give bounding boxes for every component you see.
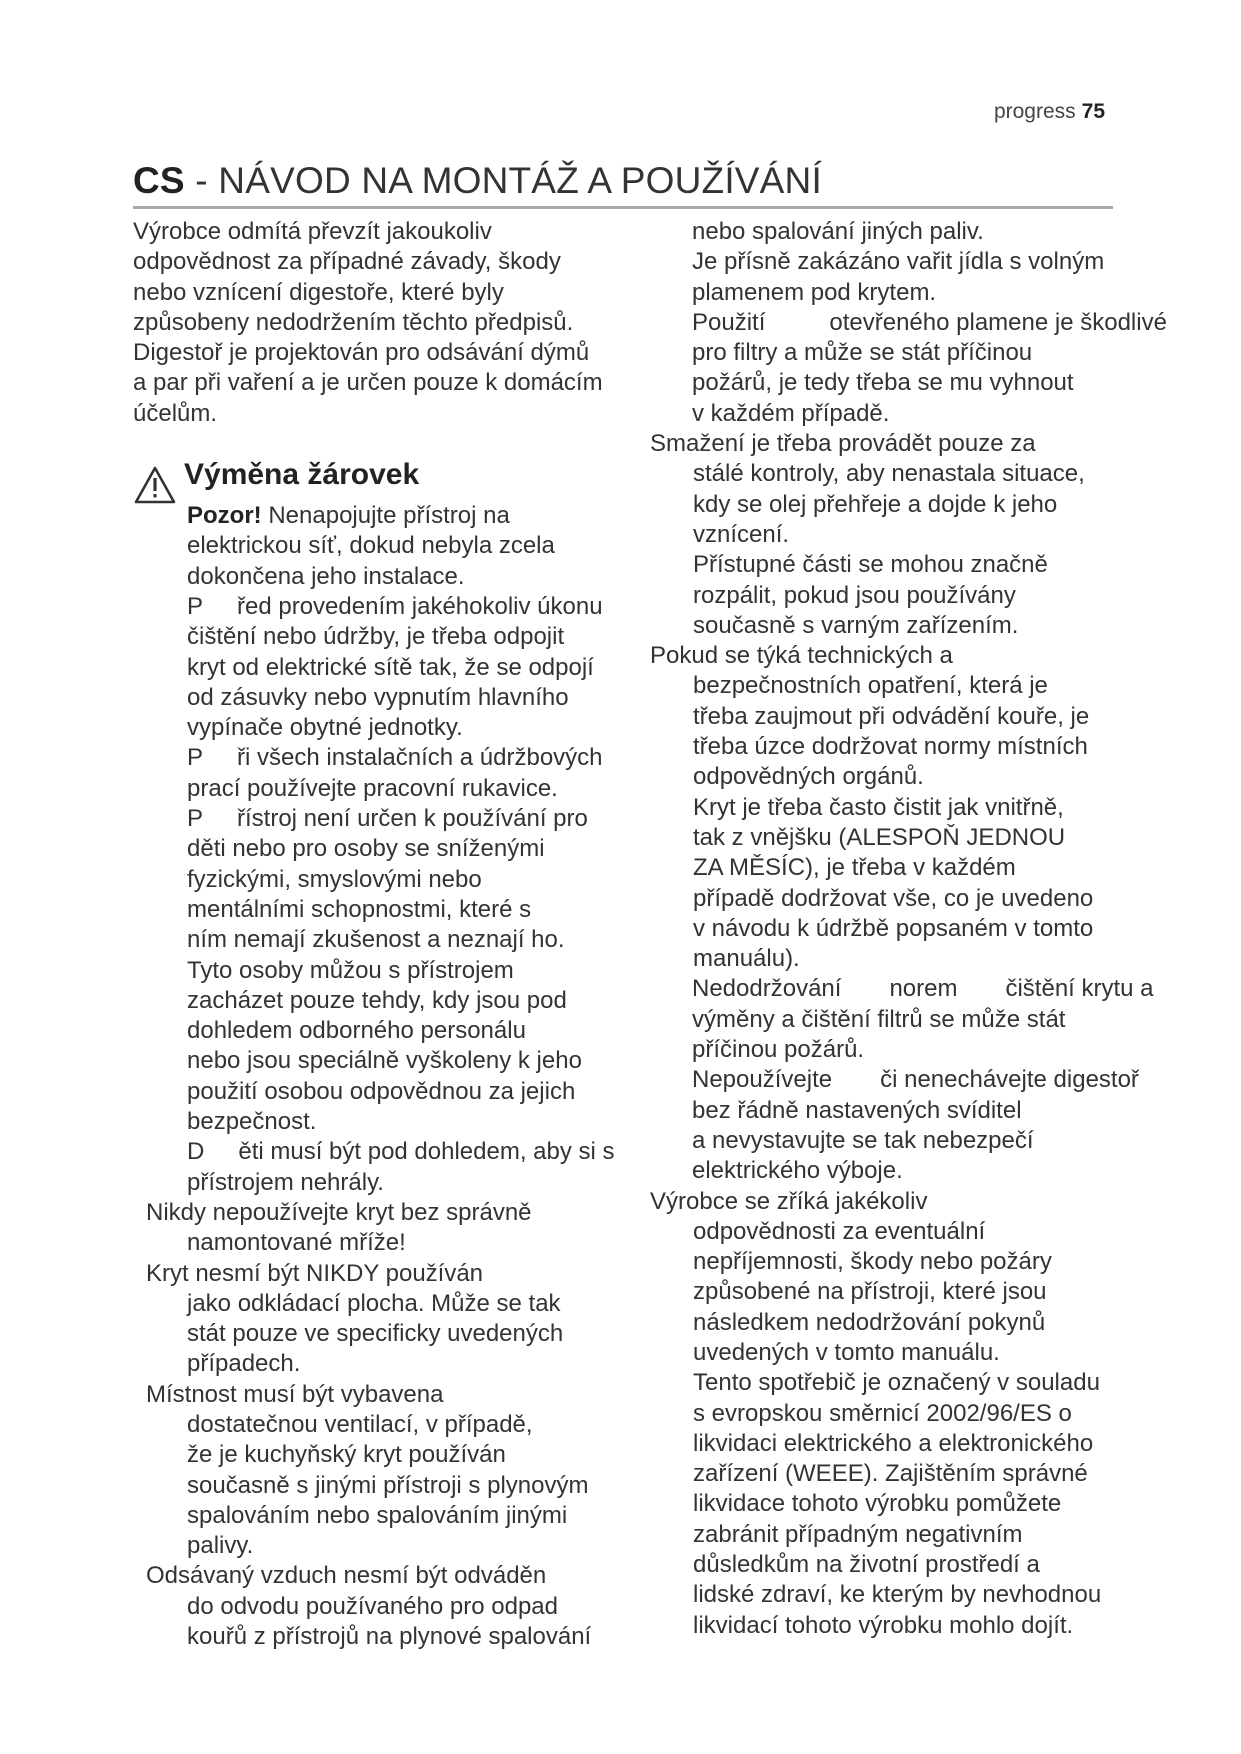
hanging-paragraph — [146, 1198, 653, 1259]
language-code: CS — [133, 160, 185, 201]
intro-line: Digestoř je projektován pro odsávání dýmů — [133, 339, 590, 367]
text-line: od zásuvky nebo vypnutím hlavního — [187, 683, 569, 711]
paragraph-first-line: Smažení je třeba provádět pouze za — [650, 430, 1036, 458]
text-line: lidské zdraví, ke kterým by nevhodnou — [693, 1581, 1102, 1609]
paragraph-flame-harmful — [650, 308, 1195, 429]
text-line: případě dodržovat vše, co je uvedeno — [693, 884, 1094, 912]
text-line: požárů, je tedy třeba se mu vyhnout — [692, 369, 1074, 397]
text-line: Tento spotřebič je označený v souladu — [693, 1369, 1100, 1397]
text-line: přístrojem nehrály. — [187, 1168, 384, 1196]
text-line: důsledkům na životní prostředí a — [693, 1551, 1040, 1579]
text-line: likvidace tohoto výrobku pomůžete — [693, 1490, 1062, 1518]
text-line: likvidací tohoto výrobku mohlo dojít. — [693, 1611, 1074, 1639]
text-line: namontované mříže! — [187, 1229, 406, 1257]
intro-line: Výrobce odmítá převzít jakoukoliv — [133, 218, 492, 245]
text-line: ZA MĚSÍC), je třeba v každém — [693, 854, 1016, 882]
text-line: použití osobou odpovědnou za jejich — [187, 1077, 576, 1105]
text-line: uvedených v tomto manuálu. — [693, 1338, 1000, 1366]
text-line: dohledem odborného personálu — [187, 1017, 526, 1045]
text-line: mentálními schopnostmi, které s — [187, 895, 532, 923]
text-line: kryt od elektrické sítě tak, že se odpojí — [187, 653, 594, 681]
text-line: zařízení (WEEE). Zajištěním správné — [693, 1460, 1088, 1488]
text-line: likvidaci elektrického a elektronického — [693, 1429, 1094, 1457]
text-line: následkem nedodržování pokynů — [693, 1308, 1046, 1336]
page-title — [133, 160, 1113, 209]
paragraph-first-line: Výrobce se zříká jakékoliv — [650, 1187, 928, 1215]
text-line: bezpečnost. — [187, 1108, 317, 1136]
paragraph-text: řed provedením jakéhokoliv úkonu — [237, 592, 603, 620]
text-line: ním nemají zkušenost a neznají ho. — [187, 926, 565, 954]
warning-text: Nenapojujte přístroj na — [261, 502, 510, 530]
paragraph-children — [133, 1137, 653, 1198]
paragraph-persons — [133, 804, 653, 1137]
section-title: Výměna žárovek — [184, 458, 420, 492]
paragraph-first-line: Místnost musí být vybavena — [146, 1380, 444, 1408]
initial-letter: D — [187, 1138, 205, 1166]
text-line: Přístupné části se mohou značně — [693, 551, 1048, 579]
text-line: Tyto osoby můžou s přístrojem — [187, 956, 514, 984]
paragraph-open-flame — [650, 247, 1195, 308]
text-line: s evropskou směrnicí 2002/96/ES o — [693, 1399, 1072, 1427]
hanging-paragraph — [146, 1561, 653, 1652]
text-line: čištění nebo údržby, je třeba odpojit — [187, 623, 565, 651]
page-header — [994, 100, 1105, 124]
text-line: dokončena jeho instalace. — [187, 562, 465, 590]
initial-letter: P — [187, 805, 204, 833]
text-line: plamenem pod krytem. — [692, 278, 937, 306]
text-line: prací používejte pracovní rukavice. — [187, 774, 558, 802]
intro-line: účelům. — [133, 399, 218, 427]
paragraph-first-line: Pokud se týká technických a — [650, 642, 953, 670]
text-line: kouřů z přístrojů na plynové spalování — [187, 1623, 592, 1651]
text-line: odpovědnosti za eventuální — [693, 1217, 986, 1245]
paragraph-first-line: Odsávaný vzduch nesmí být odváděn — [146, 1562, 547, 1590]
paragraph-text: otevřeného plamene je škodlivé — [829, 308, 1167, 336]
text-line: způsobené na přístroji, které jsou — [693, 1278, 1047, 1306]
left-column — [133, 217, 653, 1652]
text-line: třeba úzce dodržovat normy místních — [693, 733, 1088, 761]
text-line: výměny a čištění filtrů se může stát — [692, 1005, 1066, 1033]
text-line: Je přísně zakázáno vařit jídla s volným — [692, 248, 1105, 276]
warning-label: Pozor! — [187, 502, 262, 530]
section-heading — [133, 458, 653, 501]
text-line: palivy. — [187, 1532, 254, 1560]
text-line: nebo spalování jiných paliv. — [692, 218, 984, 245]
paragraph-technical — [650, 641, 1195, 974]
text-line: kdy se olej přehřeje a dojde k jeho — [693, 490, 1058, 518]
initial-letter: P — [187, 592, 204, 620]
paragraph-gloves — [133, 743, 653, 804]
text-line: jako odkládací plocha. Může se tak — [187, 1289, 561, 1317]
paragraph-text: Nepoužívejte — [692, 1066, 833, 1094]
text-line: v návodu k údržbě popsaném v tomto — [693, 914, 1094, 942]
text-line: a nevystavujte se tak nebezpečí — [692, 1126, 1034, 1154]
paragraph-text: ěti musí být pod dohledem, aby si s — [238, 1138, 615, 1166]
paragraph-text: čištění krytu a — [1005, 975, 1154, 1003]
text-line: stát pouze ve specificky uvedených — [187, 1320, 564, 1348]
text-line: pro filtry a může se stát příčinou — [692, 339, 1033, 367]
text-line: dostatečnou ventilací, v případě, — [187, 1410, 533, 1438]
paragraph-liability — [650, 1187, 1195, 1641]
text-line: případech. — [187, 1350, 301, 1378]
text-line: třeba zaujmout při odvádění kouře, je — [693, 702, 1090, 730]
text-line: elektrického výboje. — [692, 1157, 903, 1185]
hanging-paragraph — [146, 1259, 653, 1380]
text-line: současně s jinými přístroji s plynovým — [187, 1471, 589, 1499]
text-line: vypínače obytné jednotky. — [187, 714, 463, 742]
initial-letter: P — [187, 744, 204, 772]
text-line: tak z vnějšku (ALESPOŇ JEDNOU — [693, 823, 1066, 851]
text-line: zacházet pouze tehdy, kdy jsou pod — [187, 986, 567, 1014]
intro-line: nebo vznícení digestoře, které byly — [133, 278, 504, 306]
text-line: zabránit případným negativním — [693, 1520, 1023, 1548]
paragraph-first-line: Kryt nesmí být NIKDY používán — [146, 1259, 484, 1287]
text-line: bezpečnostních opatření, která je — [693, 672, 1048, 700]
text-line: nepříjemnosti, škody nebo požáry — [693, 1248, 1052, 1276]
paragraph-text: či nenechávejte digestoř — [880, 1066, 1139, 1094]
paragraph-text: Nedodržování — [692, 975, 842, 1003]
paragraph-text: norem — [889, 975, 958, 1003]
intro-paragraph — [133, 217, 653, 429]
text-line: elektrickou síť, dokud nebyla zcela — [187, 532, 555, 560]
text-line: děti nebo pro osoby se sníženými — [187, 835, 545, 863]
text-line: v každém případě. — [692, 399, 890, 427]
paragraph-first-line: Nikdy nepoužívejte kryt bez správně — [146, 1198, 532, 1226]
paragraph-text: ři všech instalačních a údržbových — [237, 744, 603, 772]
right-column — [650, 217, 1195, 1641]
text-line: že je kuchyňský kryt používán — [187, 1441, 506, 1469]
paragraph-frying — [650, 429, 1195, 641]
paragraph-text: Použití — [692, 308, 766, 336]
text-line: rozpálit, pokud jsou používány — [693, 581, 1016, 609]
text-line: bez řádně nastavených svíditel — [692, 1096, 1022, 1124]
intro-line: způsobeny nedodržením těchto předpisů. — [133, 308, 574, 336]
warning-icon — [133, 465, 177, 505]
text-line: nebo jsou speciálně vyškoleny k jeho — [187, 1047, 582, 1075]
page-number: 75 — [1081, 100, 1105, 123]
warning-paragraph — [133, 501, 653, 592]
text-line: Kryt je třeba často čistit jak vnitřně, — [693, 793, 1064, 821]
paragraph-text: řístroj není určen k používání pro — [237, 805, 588, 833]
hanging-paragraph — [146, 1380, 653, 1562]
paragraph-cleaning — [133, 592, 653, 743]
text-line: příčinou požárů. — [692, 1036, 865, 1064]
text-line: fyzickými, smyslovými nebo — [187, 865, 482, 893]
brand-name: progress — [993, 100, 1076, 123]
text-line: do odvodu používaného pro odpad — [187, 1592, 558, 1620]
text-line: stálé kontroly, aby nenastala situace, — [693, 460, 1085, 488]
intro-line: odpovědnost za případné závady, škody — [133, 248, 561, 276]
continued-text — [650, 217, 1195, 247]
text-line: současně s varným zařízením. — [693, 611, 1019, 639]
text-line: spalováním nebo spalováním jinými — [187, 1501, 568, 1529]
paragraph-noncompliance — [650, 974, 1195, 1065]
intro-line: a par při vaření a je určen pouze k domácím — [133, 369, 603, 397]
paragraph-do-not-use — [650, 1065, 1195, 1186]
title-text: - NÁVOD NA MONTÁŽ A POUŽÍVÁNÍ — [184, 160, 822, 201]
text-line: odpovědných orgánů. — [693, 763, 924, 791]
text-line: vznícení. — [693, 520, 790, 548]
text-line: manuálu). — [693, 945, 800, 973]
